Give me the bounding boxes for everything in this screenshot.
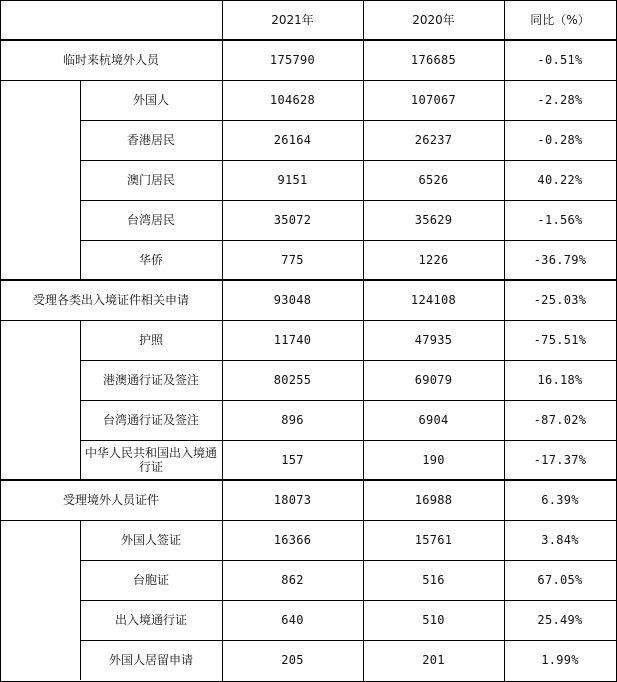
header-change: 同比（%）	[530, 13, 590, 27]
sub-row-label: 台湾通行证及签注	[102, 413, 199, 427]
sub-row-change: -75.51%	[533, 333, 587, 347]
sub-row-label: 澳门居民	[126, 173, 175, 187]
sub-row-2021: 896	[281, 413, 304, 427]
group-total-2021: 175790	[269, 53, 316, 67]
sub-row-2020: 6904	[418, 413, 449, 427]
sub-row-2020: 516	[422, 573, 445, 587]
sub-row-change: 3.84%	[541, 533, 579, 547]
sub-row-2021: 157	[281, 453, 304, 467]
sub-row-2021: 775	[281, 253, 304, 267]
sub-row-2020: 190	[422, 453, 445, 467]
group-total-2020: 124108	[410, 293, 457, 307]
sub-row-2021: 104628	[269, 93, 316, 107]
sub-row-2021: 640	[281, 613, 304, 627]
sub-row-change: -36.79%	[533, 253, 587, 267]
sub-row-label: 华侨	[138, 253, 163, 267]
sub-row-label: 外国人	[132, 93, 169, 107]
sub-row-change: -2.28%	[537, 93, 583, 107]
group-total-change: 6.39%	[541, 493, 579, 507]
sub-row-change: 67.05%	[537, 573, 583, 587]
sub-row-change: 25.49%	[537, 613, 583, 627]
sub-row-label: 香港居民	[126, 133, 175, 147]
sub-row-label: 港澳通行证及签注	[102, 373, 199, 387]
sub-row-label: 外国人居留申请	[108, 653, 193, 667]
sub-row-change: -1.56%	[537, 213, 583, 227]
sub-row-2020: 6526	[418, 173, 449, 187]
sub-row-label: 台湾居民	[126, 213, 175, 227]
group-total-change: -0.51%	[537, 53, 583, 67]
sub-row-2021: 35072	[273, 213, 312, 227]
sub-row-change: 16.18%	[537, 373, 583, 387]
sub-row-2020: 510	[422, 613, 445, 627]
group-total-2021: 18073	[273, 493, 312, 507]
sub-row-2021: 16366	[273, 533, 312, 547]
sub-row-2021: 80255	[273, 373, 312, 387]
group-total-2020: 176685	[410, 53, 457, 67]
sub-row-change: -0.28%	[537, 133, 583, 147]
sub-row-2020: 69079	[414, 373, 453, 387]
sub-row-2020: 201	[422, 653, 445, 667]
sub-row-label: 外国人签证	[120, 533, 181, 547]
sub-row-change: 1.99%	[541, 653, 579, 667]
group-total-label: 受理各类出入境证件相关申请	[32, 293, 189, 307]
group-total-label: 临时来杭境外人员	[62, 53, 159, 67]
sub-row-2021: 205	[281, 653, 304, 667]
sub-row-change: -87.02%	[533, 413, 587, 427]
sub-row-2020: 15761	[414, 533, 453, 547]
sub-row-2021: 11740	[273, 333, 312, 347]
sub-row-2020: 47935	[414, 333, 453, 347]
sub-row-2020: 35629	[414, 213, 453, 227]
sub-row-2021: 26164	[273, 133, 312, 147]
sub-row-label: 台胞证	[132, 573, 169, 587]
group-total-2021: 93048	[273, 293, 312, 307]
header-2020: 2020年	[412, 13, 455, 27]
sub-row-change: -17.37%	[533, 453, 587, 467]
group-total-change: -25.03%	[533, 293, 587, 307]
sub-row-2021: 862	[281, 573, 304, 587]
sub-row-2020: 26237	[414, 133, 453, 147]
group-total-label: 受理境外人员证件	[62, 493, 159, 507]
sub-row-label: 出入境通行证	[114, 613, 187, 627]
sub-row-2021: 9151	[277, 173, 308, 187]
sub-row-label: 护照	[138, 333, 163, 347]
sub-row-2020: 107067	[410, 93, 457, 107]
sub-row-change: 40.22%	[537, 173, 583, 187]
group-total-2020: 16988	[414, 493, 453, 507]
sub-row-2020: 1226	[418, 253, 449, 267]
header-2021: 2021年	[271, 13, 314, 27]
sub-row-label: 中华人民共和国出入境通行证	[84, 446, 217, 474]
